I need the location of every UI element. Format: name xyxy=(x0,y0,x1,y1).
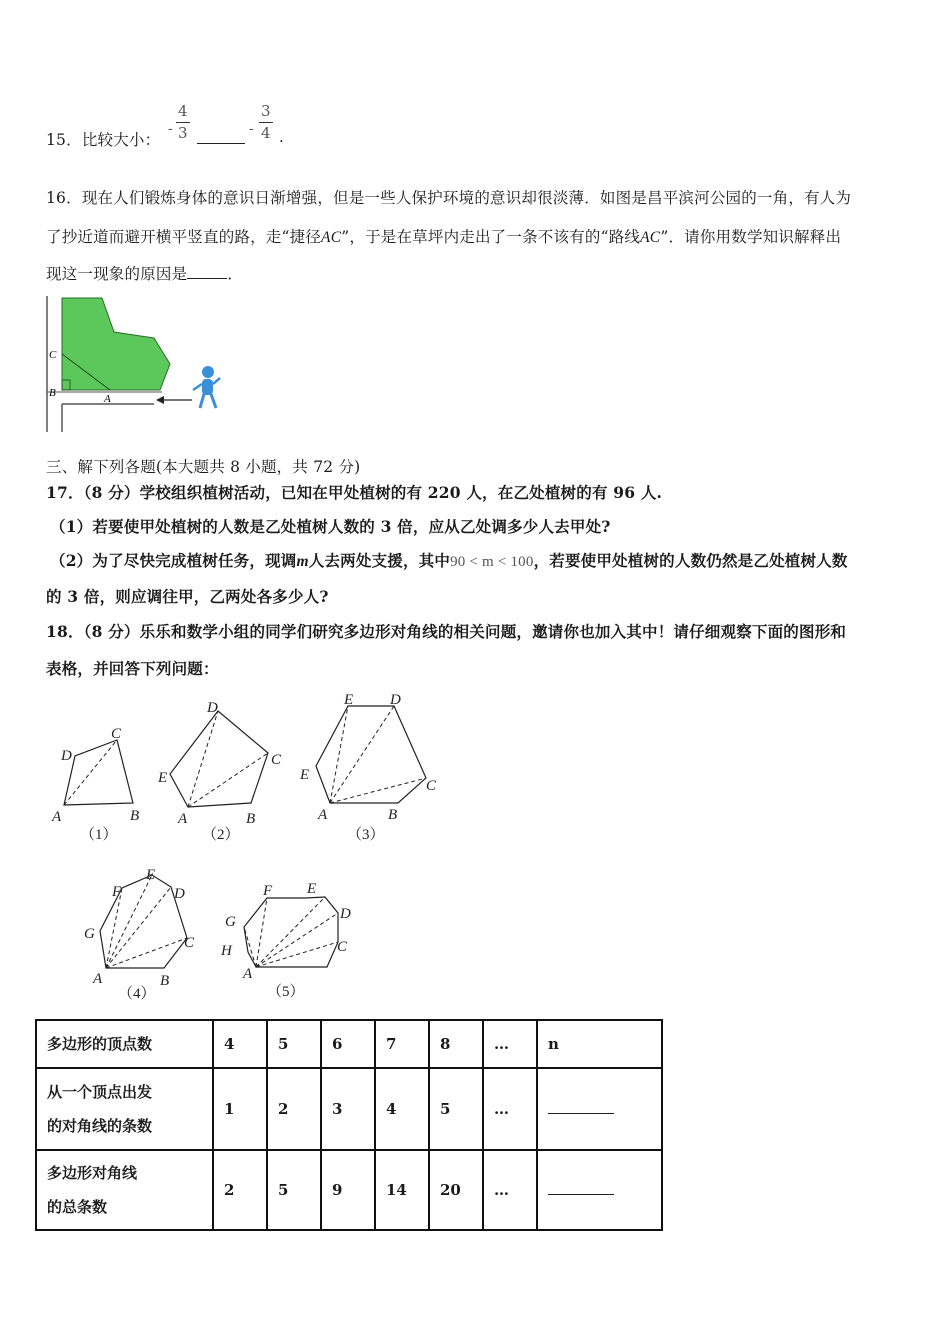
svg-text:（3）: （3） xyxy=(347,827,385,843)
table-cell: … xyxy=(483,1150,537,1230)
svg-text:A: A xyxy=(52,809,62,825)
svg-text:A: A xyxy=(178,811,188,827)
polygon-figures xyxy=(40,690,460,1010)
svg-text:（5）: （5） xyxy=(267,984,305,1000)
q17-sub1: （1）若要使甲处植树的人数是乙处植树人数的 3 倍，应从乙处调多少人去甲处? xyxy=(50,517,611,536)
table-cell: 2 xyxy=(267,1068,321,1150)
svg-text:A: A xyxy=(93,971,103,987)
svg-text:B: B xyxy=(246,811,256,827)
svg-text:D: D xyxy=(207,700,218,716)
svg-text:C: C xyxy=(184,935,195,951)
svg-text:G: G xyxy=(84,926,95,942)
svg-text:（2）: （2） xyxy=(202,827,240,843)
svg-text:C: C xyxy=(426,778,437,794)
svg-text:B: B xyxy=(388,807,398,823)
svg-text:E: E xyxy=(158,770,168,786)
svg-text:E: E xyxy=(344,692,354,708)
section-3-title: 三、解下列各题(本大题共 8 小题，共 72 分) xyxy=(46,458,361,476)
svg-text:C: C xyxy=(271,752,282,768)
table-cell: 1 xyxy=(213,1068,267,1150)
svg-text:E: E xyxy=(146,867,156,883)
svg-text:A: A xyxy=(243,966,253,982)
table-cell: 6 xyxy=(321,1020,375,1068)
q15-fraction-1: $\frac{4}{3}$ xyxy=(178,102,188,142)
table-cell: 2 xyxy=(213,1150,267,1230)
park-figure xyxy=(42,292,227,434)
table-cell: 9 xyxy=(321,1150,375,1230)
table-cell: … xyxy=(483,1068,537,1150)
label-a: A xyxy=(104,393,111,405)
svg-text:D: D xyxy=(390,692,401,708)
answer-blank[interactable] xyxy=(537,1068,662,1150)
table-cell: 7 xyxy=(375,1020,429,1068)
q15-frac1-sign: - xyxy=(168,121,173,137)
q15-frac2-sign: - xyxy=(249,121,254,137)
q16-line-1: 16．现在人们锻炼身体的意识日渐增强，但是一些人保护环境的意识却很淡薄．如图是昌平滨河公园的一角，有人为 xyxy=(46,189,852,207)
svg-text:G: G xyxy=(225,914,236,930)
label-b: B xyxy=(49,387,56,399)
q16-line-3: 现这一现象的原因是 ． xyxy=(46,265,244,283)
q15-answer-blank[interactable] xyxy=(197,128,245,144)
svg-text:E: E xyxy=(307,881,317,897)
q16-line-2: 了抄近道而避开横平竖直的路，走“捷径AC”，于是在草坪内走出了一条不该有的“路线AC”．请你用数学知识解释出 xyxy=(46,228,842,246)
q18-stem: 18．（8 分）乐乐和数学小组的同学们研究多边形对角线的相关问题，邀请你也加入其中！请仔细观察下面的图形和 xyxy=(46,622,847,641)
q17-sub2: （2）为了尽快完成植树任务，现调m人去两处支援，其中90 < m < 100，若要使甲处植树的人数仍然是乙处植树人数 xyxy=(50,551,848,570)
table-row xyxy=(36,1150,662,1230)
figure-5 xyxy=(220,881,351,1000)
svg-text:F: F xyxy=(263,883,273,899)
answer-blank[interactable] xyxy=(537,1150,662,1230)
table-row xyxy=(36,1068,662,1150)
diagonal-table xyxy=(35,1019,663,1231)
svg-text:（4）: （4） xyxy=(118,986,156,1002)
table-cell: 4 xyxy=(213,1020,267,1068)
figure-2 xyxy=(157,700,282,843)
table-cell: 3 xyxy=(321,1068,375,1150)
svg-text:B: B xyxy=(160,973,170,989)
svg-text:D: D xyxy=(174,886,185,902)
row-header: 多边形对角线 的总条数 xyxy=(36,1150,213,1230)
svg-text:C: C xyxy=(337,939,348,955)
svg-text:（1）: （1） xyxy=(80,827,118,843)
table-cell: n xyxy=(537,1020,662,1068)
table-cell: 5 xyxy=(429,1068,483,1150)
table-cell: 8 xyxy=(429,1020,483,1068)
q15-stem: 15．比较大小： xyxy=(46,131,161,149)
table-cell: 14 xyxy=(375,1150,429,1230)
figure-4 xyxy=(84,867,195,1002)
person-icon xyxy=(193,366,220,408)
svg-text:H: H xyxy=(221,943,232,959)
figure-1 xyxy=(51,726,139,843)
svg-text:C: C xyxy=(111,726,122,742)
q18-stem-line2: 表格，并回答下列问题： xyxy=(46,659,219,678)
q17-stem: 17．（8 分）学校组织植树活动，已知在甲处植树的有 220 人，在乙处植树的有 96 人. xyxy=(46,483,663,502)
q15-fraction-2: $\frac{3}{4}$ xyxy=(261,102,271,142)
table-cell: 5 xyxy=(267,1020,321,1068)
table-cell: 5 xyxy=(267,1150,321,1230)
svg-text:E: E xyxy=(300,767,310,783)
row-header: 从一个顶点出发 的对角线的条数 xyxy=(36,1068,213,1150)
svg-text:F: F xyxy=(112,884,122,900)
q15-end: . xyxy=(279,128,284,146)
svg-text:A: A xyxy=(318,807,328,823)
figure-3 xyxy=(299,692,437,843)
svg-text:D: D xyxy=(340,906,351,922)
svg-text:D: D xyxy=(61,748,72,764)
label-c: C xyxy=(49,349,57,361)
table-cell: 4 xyxy=(375,1068,429,1150)
q17-sub2-line2: 的 3 倍，则应调往甲，乙两处各多少人? xyxy=(46,587,329,606)
table-row xyxy=(36,1020,662,1068)
q16-answer-blank[interactable] xyxy=(187,264,227,279)
table-cell: … xyxy=(483,1020,537,1068)
table-cell: 20 xyxy=(429,1150,483,1230)
row-header: 多边形的顶点数 xyxy=(36,1020,213,1068)
svg-text:B: B xyxy=(130,808,140,824)
